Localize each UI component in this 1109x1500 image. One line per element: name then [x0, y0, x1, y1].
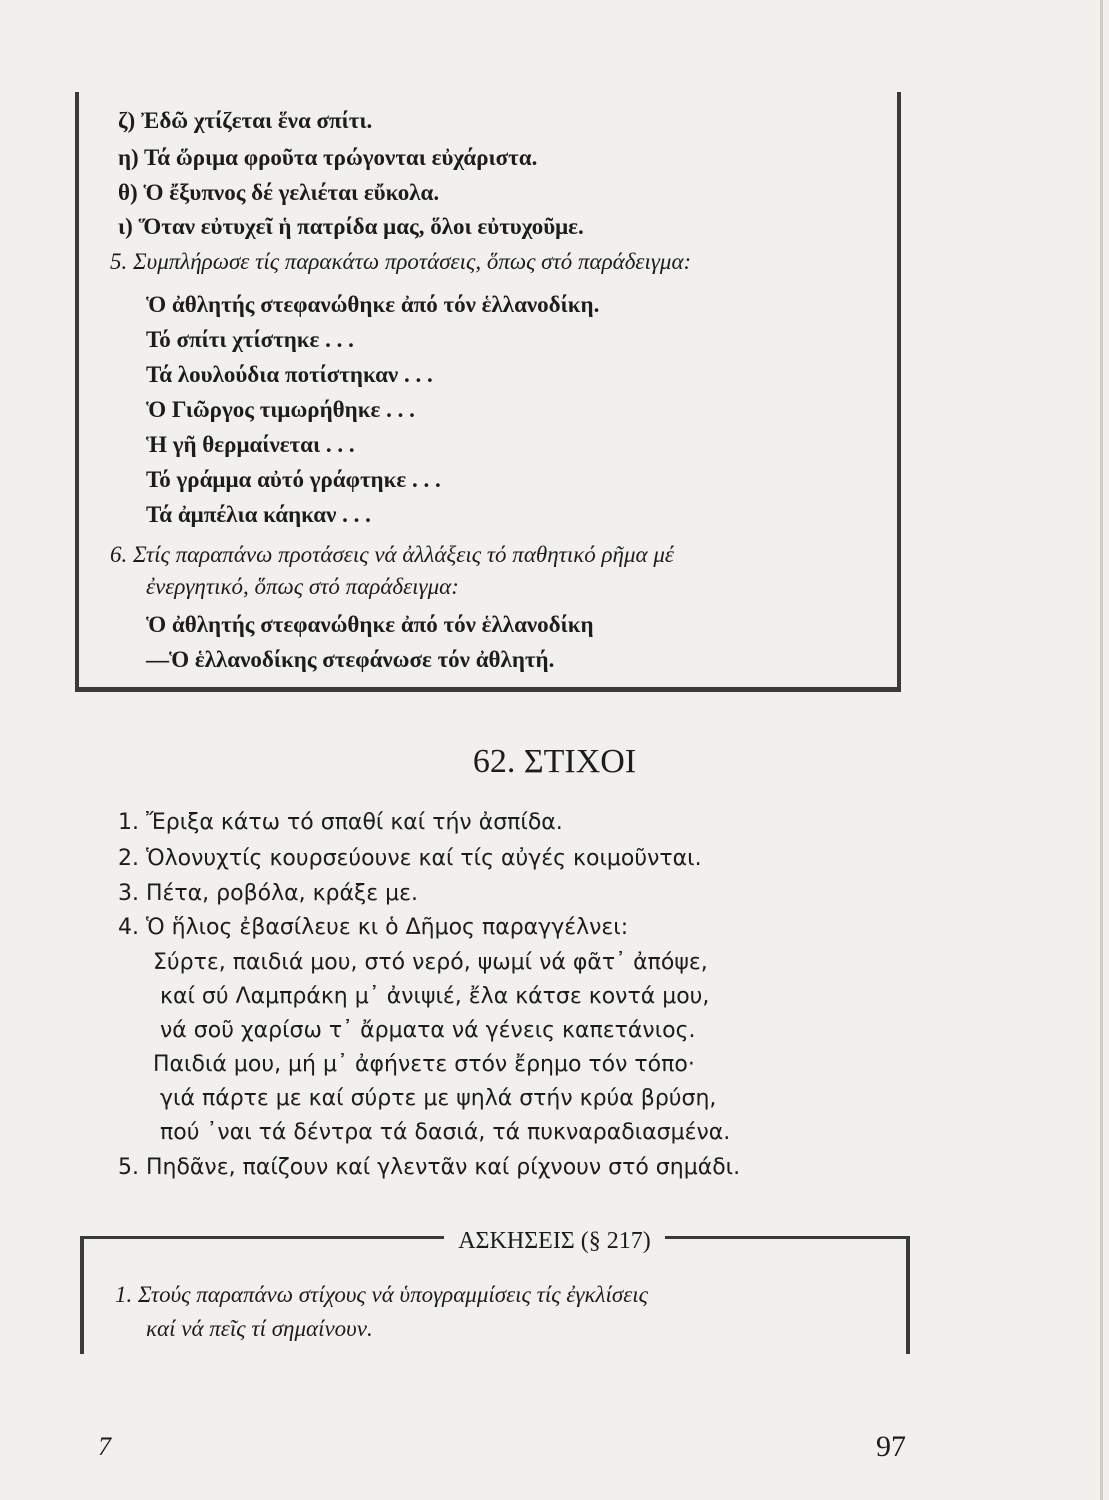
exercise5-item: Ἡ γῆ θερμαίνεται . . .: [146, 432, 355, 457]
verse-line: 3. Πέτα, ροβόλα, κράξε με.: [118, 881, 419, 906]
exercise5-item: Τό σπίτι χτίστηκε . . .: [146, 327, 354, 352]
section-title: 62. ΣΤΙΧΟΙ: [472, 743, 637, 780]
verse-line: γιά πάρτε με καί σύρτε με ψηλά στήν κρύα βρύση,: [160, 1086, 717, 1111]
exercise5-item: Τά ἀμπέλια κάηκαν . . .: [146, 502, 371, 527]
verse-line: Παιδιά μου, μή μ᾽ ἀφήνετε στόν ἔρημο τόν τόπο·: [153, 1052, 695, 1077]
verse-line: 1. Ἔριξα κάτω τό σπαθί καί τήν ἀσπίδα.: [118, 810, 563, 835]
exercise6-answer: —Ὁ ἑλλανοδίκης στεφάνωσε τόν ἀθλητή.: [146, 647, 555, 672]
exercise-line-iota: ι) Ὅταν εὐτυχεῖ ἡ πατρίδα μας, ὅλοι εὐτυχοῦμε.: [118, 214, 584, 239]
verse-line: Σύρτε, παιδιά μου, στό νερό, ψωμί νά φᾶτ᾽ ἀπόψε,: [153, 950, 708, 975]
page-number: 97: [876, 1430, 906, 1463]
exercise-line-i: η) Τά ὥριμα φροῦτα τρώγονται εὐχάριστα.: [118, 145, 538, 170]
verse-line: καί σύ Λαμπράκη μ᾽ ἀνιψιέ, ἔλα κάτσε κοντά μου,: [160, 984, 710, 1009]
signature-mark: 7: [98, 1432, 111, 1461]
exercise1-instruction: 1. Στούς παραπάνω στίχους νά ὑπογραμμίσεις τίς ἐγκλίσεις: [115, 1282, 648, 1307]
verse-line: νά σοῦ χαρίσω τ᾽ ἄρματα νά γένεις καπετάνιος.: [160, 1018, 696, 1043]
exercise-line-th: θ) Ὁ ἔξυπνος δέ γελιέται εὔκολα.: [118, 180, 440, 205]
verse-line: πού ᾽ναι τά δέντρα τά δασιά, τά πυκναραδιασμένα.: [160, 1120, 731, 1145]
exercise1-instruction-cont: καί νά πεῖς τί σημαίνουν.: [146, 1316, 373, 1341]
exercise5-item: Τό γράμμα αὐτό γράφτηκε . . .: [146, 467, 441, 492]
verse-line: 2. Ὁλονυχτίς κουρσεύουνε καί τίς αὐγές κοιμοῦνται.: [118, 846, 702, 871]
verse-line: 5. Πηδᾶνε, παίζουν καί γλεντᾶν καί ρίχνουν στό σημάδι.: [118, 1155, 741, 1180]
exercise6-instruction: 6. Στίς παραπάνω προτάσεις νά ἀλλάξεις τό παθητικό ρῆμα μέ: [110, 542, 674, 567]
exercise6-instruction-cont: ἐνεργητικό, ὅπως στό παράδειγμα:: [146, 574, 459, 599]
exercise5-instruction: 5. Συμπλήρωσε τίς παρακάτω προτάσεις, ὅπως στό παράδειγμα:: [110, 249, 692, 274]
exercise6-example: Ὁ ἀθλητής στεφανώθηκε ἀπό τόν ἑλλανοδίκη: [146, 612, 594, 637]
exercise5-example: Ὁ ἀθλητής στεφανώθηκε ἀπό τόν ἑλλανοδίκη.: [146, 292, 600, 317]
exercise-line-z: ζ) Ἐδῶ χτίζεται ἕνα σπίτι.: [118, 108, 373, 133]
exercise5-item: Ὁ Γιῶργος τιμωρήθηκε . . .: [146, 397, 415, 422]
exercise5-item: Τά λουλούδια ποτίστηκαν . . .: [146, 362, 433, 387]
exercises-heading: ΑΣΚΗΣΕΙΣ (§ 217): [0, 1226, 1109, 1256]
verse-line: 4. Ὁ ἥλιος ἐβασίλευε κι ὁ Δῆμος παραγγέλνει:: [118, 915, 629, 940]
